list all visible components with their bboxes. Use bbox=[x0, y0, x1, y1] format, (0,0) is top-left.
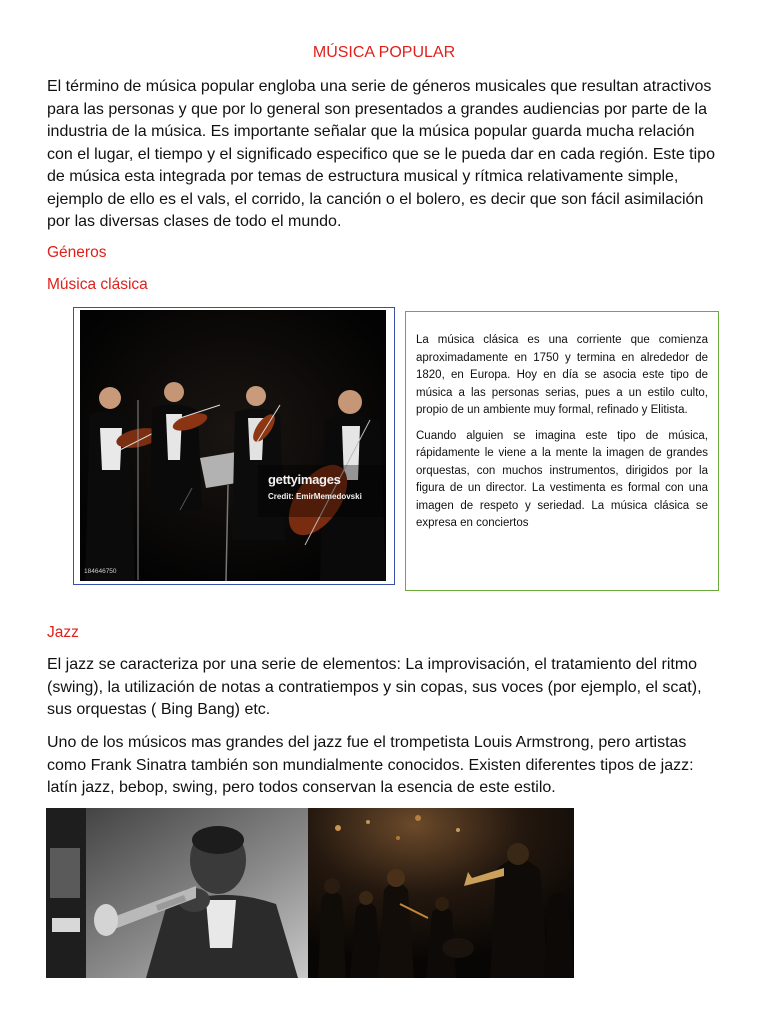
getty-watermark: gettyimages bbox=[268, 472, 341, 487]
photo-credit: Credit: EmirMemedovski bbox=[268, 492, 362, 501]
jazz-photos bbox=[46, 808, 574, 978]
classical-text-p1: La música clásica es una corriente que comienza aproximadamente en 1750 y termina en alrededor de 1820, en Europa. Hoy en día se asocia este tipo de música a las personas serias, pues a un estilo culto, propio de un ambiente muy formal, refinado y Elitista. bbox=[416, 334, 708, 416]
classical-text-p2: Cuando alguien se imagina este tipo de música, rápidamente le viene a la mente la imagen de grandes orquestas, con muchos instrumentos, dirigidos por la figura de un director. La vestimenta es formal con una imagen de respeto y seriedad. La música clásica se expresa en conciertos bbox=[416, 429, 708, 529]
heading-musica-clasica: Música clásica bbox=[47, 276, 148, 293]
classical-text-box bbox=[405, 311, 719, 591]
photo-id: 184646750 bbox=[84, 568, 117, 575]
classical-quartet-photo bbox=[80, 310, 386, 581]
classical-photo-frame bbox=[73, 307, 395, 585]
page-title: MÚSICA POPULAR bbox=[312, 44, 456, 61]
jazz-paragraph-1: El jazz se caracteriza por una serie de elementos: La improvisación, el tratamiento del ritmo (swing), la utilización de notas a contratiempos y sin copas, sus voces (por ejemplo, el scat), sus orquestas ( Bing Bang) etc. bbox=[47, 656, 702, 718]
intro-paragraph: El término de música popular engloba una serie de géneros musicales que resultan atractivos para las personas y que por lo general son presentados a grandes audiencias por parte de la industria de la música. Es importante señalar que la música popular guarda mucha relación con el lugar, el tiempo y el significado especifico que se le pueda dar en cada región. Este tipo de música esta integrada por temas de estructura musical y rítmica relativamente simple, ejemplo de ello es el vals, el corrido, la canción o el bolero, es decir que son fácil asimilación por las diversas clases de todo el mundo. bbox=[47, 78, 715, 230]
jazz-paragraph-2: Uno de los músicos mas grandes del jazz fue el trompetista Louis Armstrong, pero artistas como Frank Sinatra también son mundialmente conocidos. Existen diferentes tipos de jazz: latín jazz, bebop, swing, pero todos conservan la esencia de este estilo. bbox=[47, 734, 694, 796]
louis-armstrong-photo bbox=[46, 808, 308, 978]
heading-generos: Géneros bbox=[47, 244, 107, 261]
jazz-band-photo bbox=[308, 808, 574, 978]
heading-jazz: Jazz bbox=[47, 624, 79, 641]
